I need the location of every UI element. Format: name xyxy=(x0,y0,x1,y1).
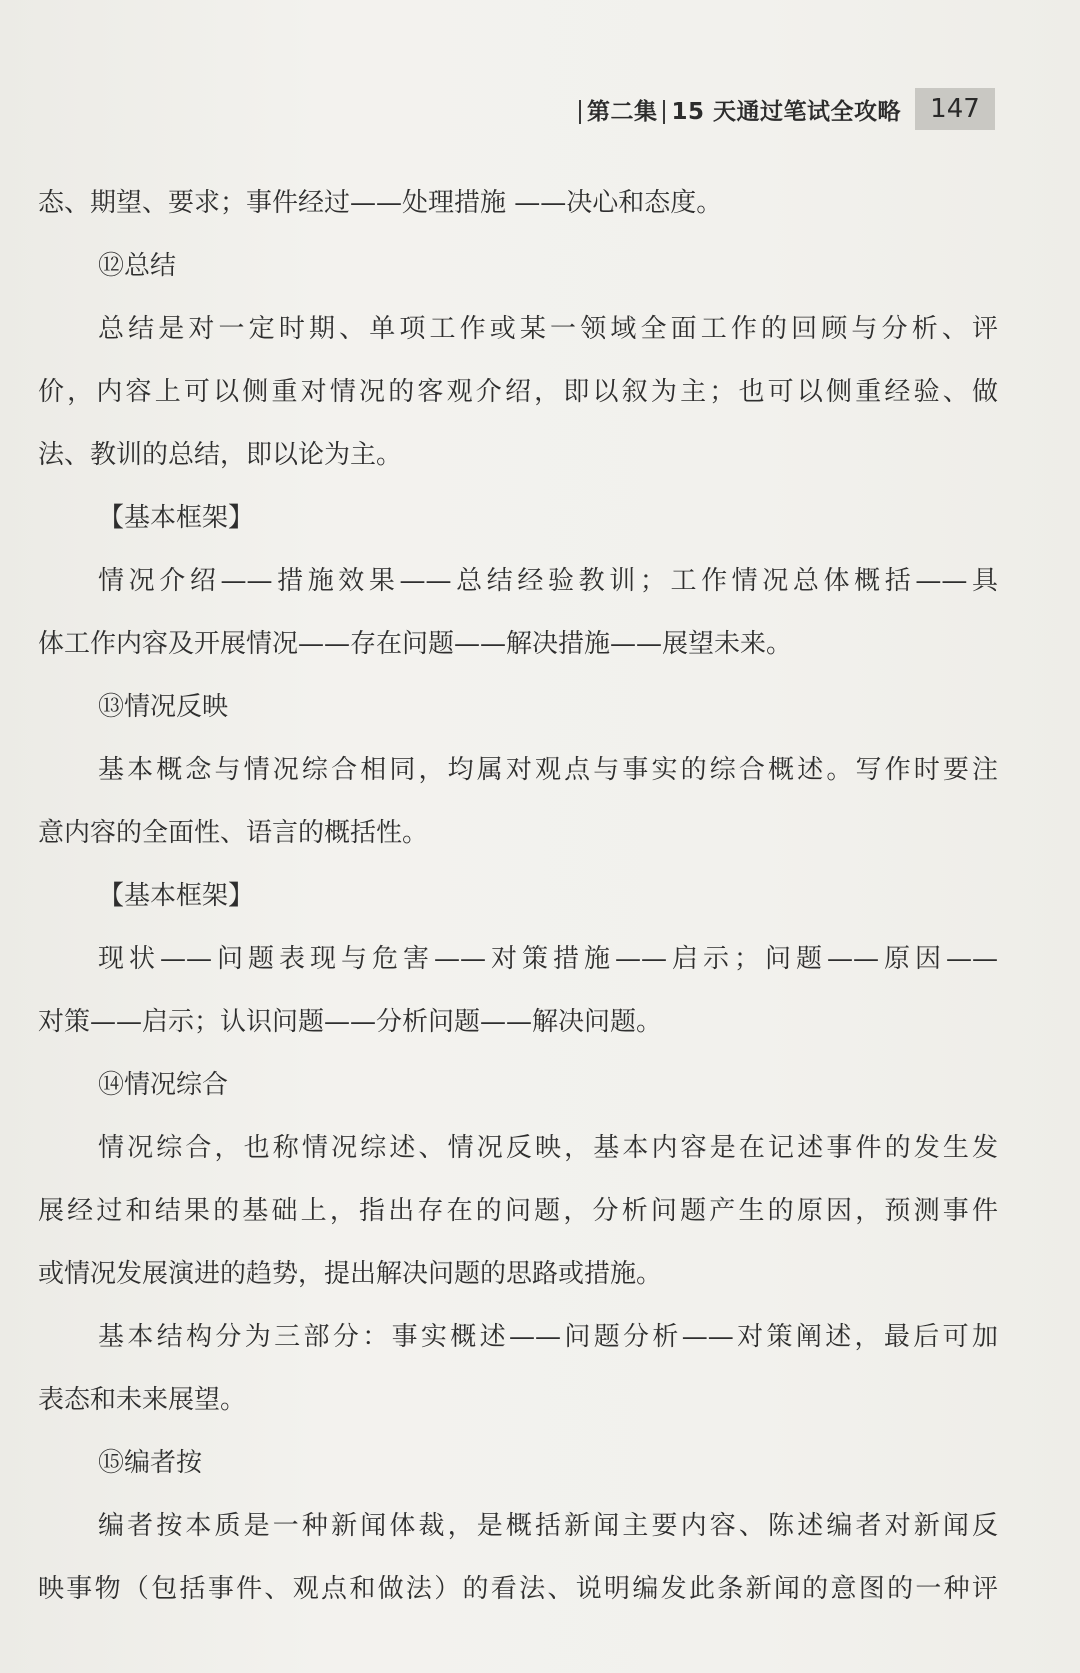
section-heading: ⑮编者按 xyxy=(98,1448,203,1478)
header-text xyxy=(573,93,901,126)
page-number: 147 xyxy=(915,88,995,130)
header-section-mark: 第二集 xyxy=(586,98,658,125)
section-heading: 【基本框架】 xyxy=(98,881,255,911)
text-line: 法、教训的总结，即以论为主。 xyxy=(38,440,403,470)
text-line: 基本概念与情况综合相同，均属对观点与事实的综合概述。写作时要注 xyxy=(98,755,998,785)
text-line: 价，内容上可以侧重对情况的客观介绍，即以叙为主；也可以侧重经验、做 xyxy=(38,377,998,407)
section-heading: 【基本框架】 xyxy=(98,503,255,533)
header-divider-right xyxy=(663,100,665,124)
text-line: 意内容的全面性、语言的概括性。 xyxy=(38,818,429,848)
text-line: 总结是对一定时期、单项工作或某一领域全面工作的回顾与分析、评 xyxy=(98,314,998,344)
page-body xyxy=(38,172,998,1621)
section-heading: ⑬情况反映 xyxy=(98,692,229,722)
text-line: 现状——问题表现与危害——对策措施——启示；问题——原因—— xyxy=(98,944,998,974)
text-line: 态、期望、要求；事件经过——处理措施 ——决心和态度。 xyxy=(38,188,723,218)
text-line: 表态和未来展望。 xyxy=(38,1385,247,1415)
text-line: 情况介绍——措施效果——总结经验教训；工作情况总体概括——具 xyxy=(98,566,998,596)
text-line: 映事物（包括事件、观点和做法）的看法、说明编发此条新闻的意图的一种评 xyxy=(38,1574,998,1604)
text-line: 展经过和结果的基础上，指出存在的问题，分析问题产生的原因，预测事件 xyxy=(38,1196,998,1226)
text-line: 体工作内容及开展情况——存在问题——解决措施——展望未来。 xyxy=(38,629,793,659)
text-line: 编者按本质是一种新闻体裁，是概括新闻主要内容、陈述编者对新闻反 xyxy=(98,1511,998,1541)
section-heading: ⑭情况综合 xyxy=(98,1070,229,1100)
text-line: 情况综合，也称情况综述、情况反映，基本内容是在记述事件的发生发 xyxy=(98,1133,998,1163)
text-line: 基本结构分为三部分：事实概述——问题分析——对策阐述，最后可加 xyxy=(98,1322,998,1352)
header-divider-left xyxy=(579,100,581,124)
section-heading: ⑫总结 xyxy=(98,251,177,281)
text-line: 或情况发展演进的趋势，提出解决问题的思路或措施。 xyxy=(38,1259,663,1289)
text-line: 对策——启示；认识问题——分析问题——解决问题。 xyxy=(38,1007,663,1037)
header-book-title: 15 天通过笔试全攻略 xyxy=(671,98,901,125)
running-header xyxy=(530,86,995,132)
